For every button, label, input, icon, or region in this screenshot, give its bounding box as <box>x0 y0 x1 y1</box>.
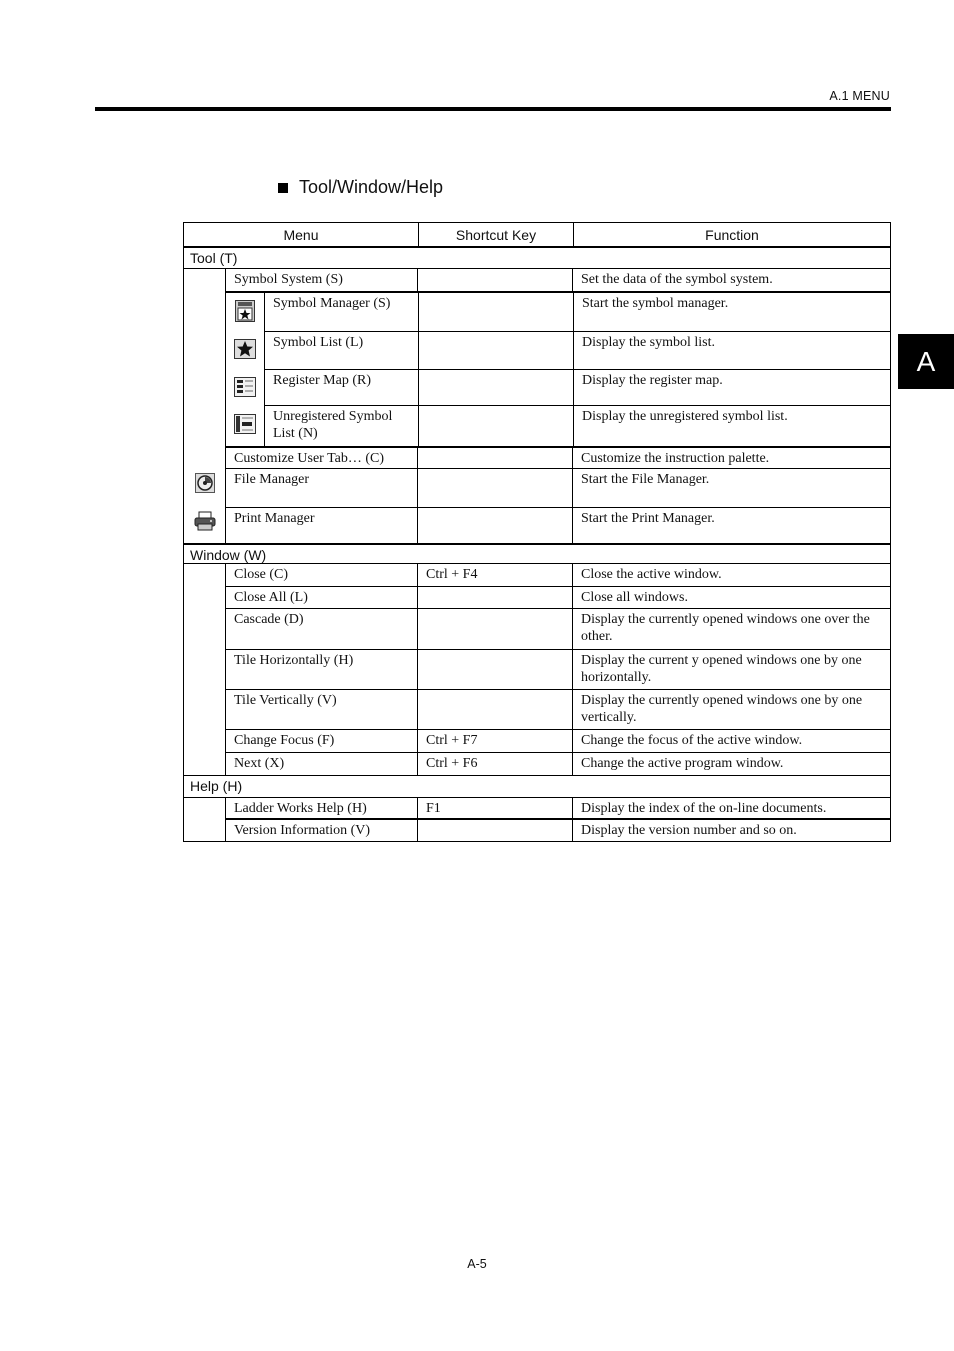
function-cell: Display the currently opened windows one by one vertically. <box>572 690 889 729</box>
table-row <box>265 293 890 332</box>
function-cell: Display the version number and so on. <box>572 820 889 841</box>
function-cell: Display the register map. <box>573 370 890 405</box>
menu-cell: Ladder Works Help (H) <box>234 801 367 816</box>
function-cell: Display the unregistered symbol list. <box>573 406 890 446</box>
table-row <box>226 730 890 753</box>
shortcut-cell <box>417 587 572 608</box>
shortcut-cell <box>417 820 572 841</box>
appendix-tab: A <box>898 334 954 389</box>
function-cell: Change the focus of the active window. <box>572 730 889 752</box>
table-row <box>226 650 890 690</box>
table-row <box>265 332 890 370</box>
subgroup-rows <box>265 293 890 446</box>
table-row <box>226 820 890 841</box>
menu-cell: Next (X) <box>234 756 285 771</box>
column-header-function: Function <box>573 223 890 246</box>
square-bullet-icon <box>278 183 288 193</box>
shortcut-cell: Ctrl + F6 <box>417 753 572 775</box>
printer-icon <box>194 511 216 536</box>
function-cell: Start the Print Manager. <box>572 508 889 543</box>
function-cell: Close all windows. <box>572 587 889 608</box>
subgroup-icon-column <box>226 293 265 446</box>
menu-cell: Tile Vertically (V) <box>234 693 337 708</box>
function-cell: Display the current y opened windows one by one horizontally. <box>572 650 889 689</box>
group-rows <box>226 564 890 775</box>
group-window <box>184 564 890 775</box>
menu-cell: Print Manager <box>234 511 315 526</box>
menu-cell: Change Focus (F) <box>234 733 335 748</box>
shortcut-cell <box>417 269 572 291</box>
table-row <box>226 798 890 820</box>
function-cell: Display the index of the on-line documents. <box>572 798 889 819</box>
menu-cell: Unregistered Symbol List (N) <box>273 409 393 441</box>
register-map-icon <box>234 377 256 402</box>
menu-cell: Customize User Tab… (C) <box>234 451 385 466</box>
symbol-subgroup <box>226 292 890 447</box>
table-row <box>226 753 890 775</box>
shortcut-cell <box>417 690 572 729</box>
shortcut-cell: Ctrl + F7 <box>417 730 572 752</box>
header-rule <box>95 107 891 111</box>
table-row <box>226 690 890 730</box>
menu-cell: Tile Horizontally (H) <box>234 653 354 668</box>
unregistered-symbol-list-icon <box>234 414 256 439</box>
function-cell: Start the symbol manager. <box>573 293 890 331</box>
shortcut-cell <box>417 508 572 543</box>
table-row <box>265 406 890 446</box>
group-label-tool: Tool (T) <box>184 248 890 269</box>
shortcut-cell <box>418 332 573 369</box>
table-row <box>226 609 890 650</box>
function-cell: Close the active window. <box>572 564 889 586</box>
menu-table <box>183 222 891 842</box>
menu-cell: Cascade (D) <box>234 612 304 627</box>
menu-cell: Close (C) <box>234 567 289 582</box>
table-row <box>226 508 890 543</box>
group-rows <box>226 798 890 841</box>
table-row <box>226 564 890 587</box>
table-header <box>184 223 890 248</box>
shortcut-cell <box>417 448 572 469</box>
function-cell: Customize the instruction palette. <box>572 448 889 469</box>
table-row <box>226 587 890 609</box>
menu-cell: Version Information (V) <box>234 823 371 838</box>
shortcut-cell <box>418 406 573 446</box>
table-row <box>226 269 890 292</box>
menu-cell: File Manager <box>234 472 310 487</box>
group-gutter <box>184 798 226 841</box>
shortcut-cell <box>418 293 573 331</box>
function-cell: Change the active program window. <box>572 753 889 775</box>
shortcut-cell: F1 <box>417 798 572 819</box>
symbol-manager-icon <box>235 300 255 327</box>
table-row <box>226 447 890 469</box>
group-help <box>184 798 890 841</box>
column-header-menu: Menu <box>283 226 319 243</box>
column-header-shortcut: Shortcut Key <box>418 223 573 246</box>
group-gutter <box>184 564 226 775</box>
function-cell: Set the data of the symbol system. <box>572 269 889 291</box>
running-header: A.1 MENU <box>829 89 890 103</box>
function-cell: Display the symbol list. <box>573 332 890 369</box>
menu-cell: Register Map (R) <box>273 373 371 388</box>
shortcut-cell <box>418 370 573 405</box>
menu-cell: Symbol System (S) <box>234 272 343 287</box>
file-manager-icon <box>195 473 215 498</box>
shortcut-cell <box>417 469 572 507</box>
group-rows <box>226 269 890 543</box>
section-title-text: Tool/Window/Help <box>299 177 444 197</box>
shortcut-cell: Ctrl + F4 <box>417 564 572 586</box>
function-cell: Display the currently opened windows one over the other. <box>572 609 889 649</box>
shortcut-cell <box>417 650 572 689</box>
menu-cell: Close All (L) <box>234 590 308 605</box>
table-row <box>226 469 890 508</box>
menu-cell: Symbol List (L) <box>273 335 364 350</box>
group-gutter <box>184 269 226 543</box>
table-row <box>265 370 890 406</box>
section-title <box>278 177 443 198</box>
menu-cell: Symbol Manager (S) <box>273 296 391 311</box>
symbol-list-icon <box>234 339 256 364</box>
group-label-window: Window (W) <box>184 543 890 564</box>
group-tool <box>184 269 890 543</box>
function-cell: Start the File Manager. <box>572 469 889 507</box>
group-label-help: Help (H) <box>184 775 890 798</box>
shortcut-cell <box>417 609 572 649</box>
page-number: A-5 <box>467 1257 487 1271</box>
